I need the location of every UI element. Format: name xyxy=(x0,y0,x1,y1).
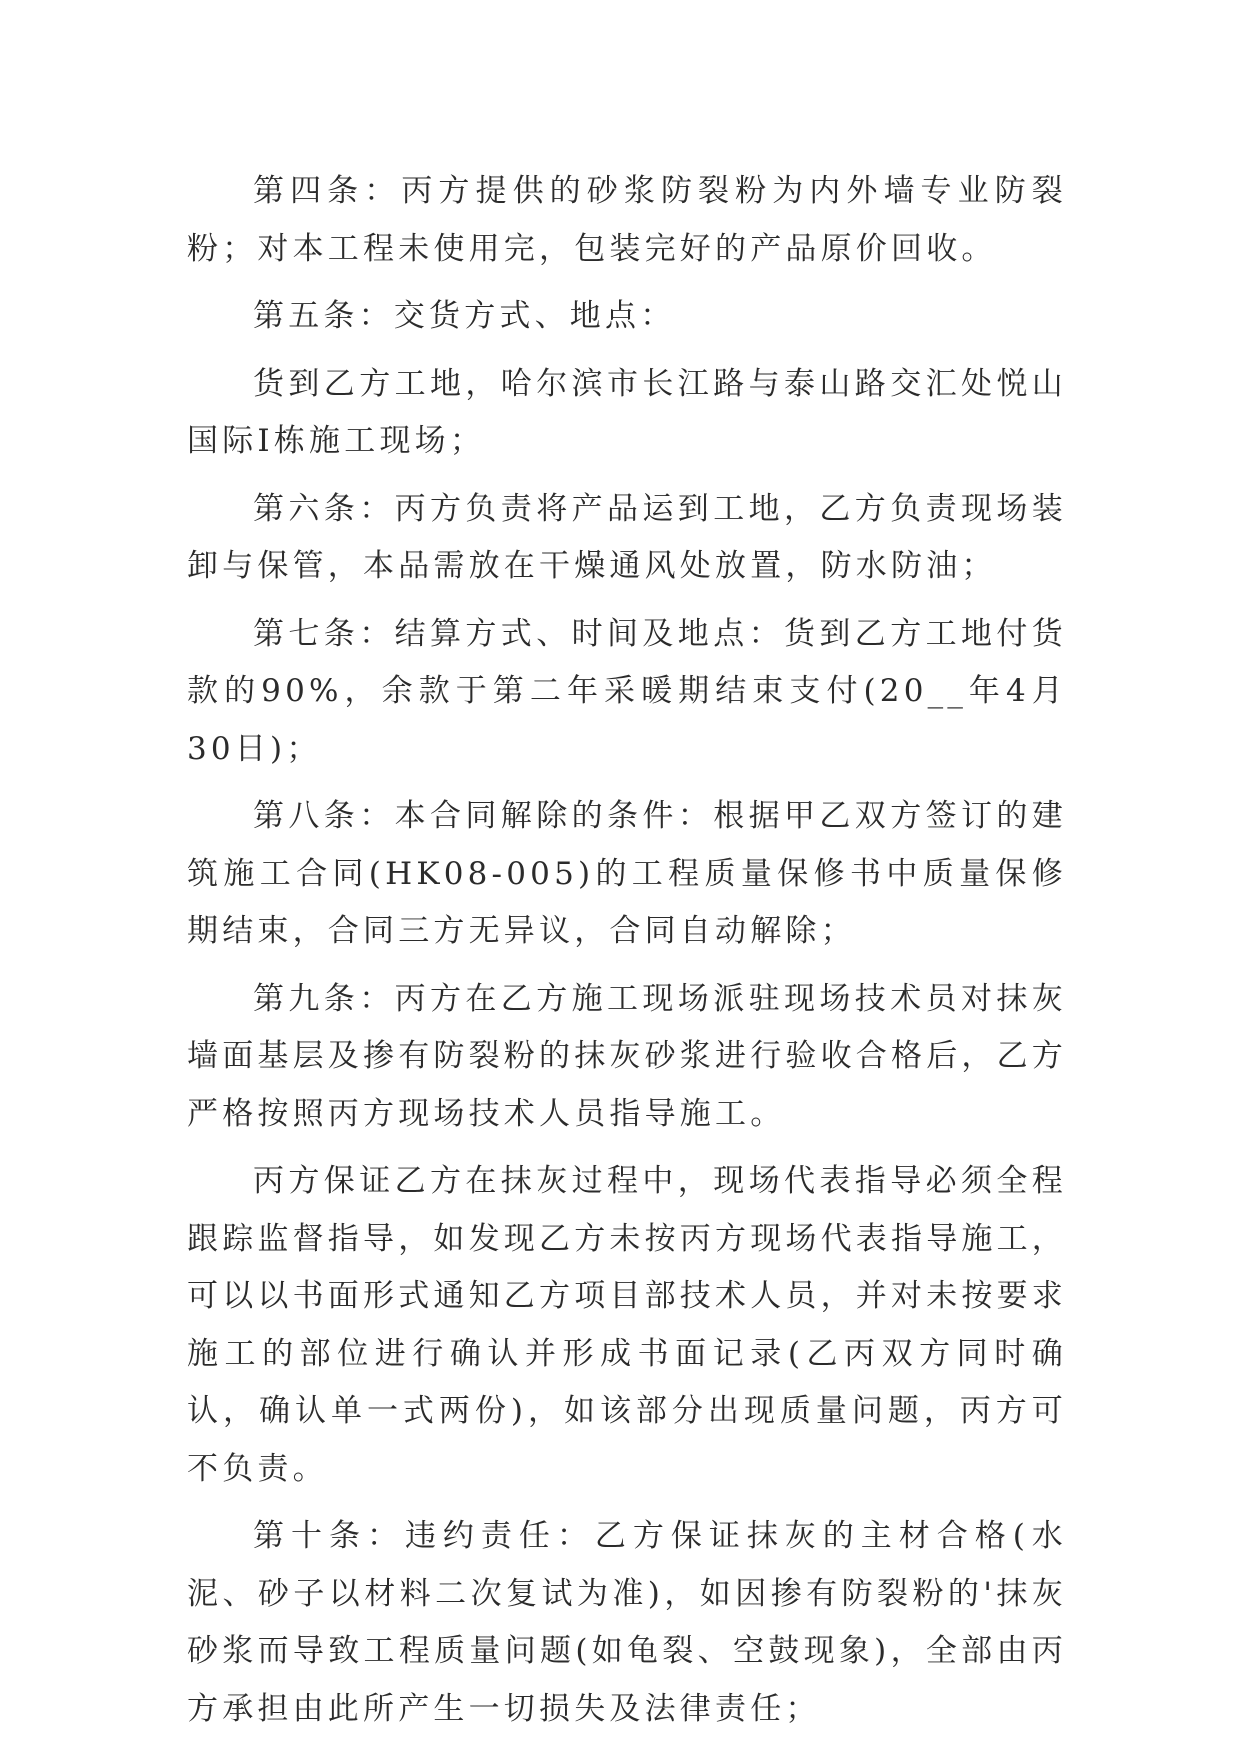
clause-9: 第九条：丙方在乙方施工现场派驻现场技术员对抹灰墙面基层及掺有防裂粉的抹灰砂浆进行验收合格后，乙方严格按照丙方现场技术人员指导施工。 xyxy=(187,980,1067,1132)
document-body xyxy=(187,163,1067,1748)
clause-10: 第十条：违约责任：乙方保证抹灰的主材合格(水泥、砂子以材料二次复试为准)，如因掺有防裂粉的'抹灰砂浆而导致工程质量问题(如龟裂、空鼓现象)，全部由丙方承担由此所产生一切损失及法律责任； xyxy=(187,1518,1067,1727)
clause-5: 第五条：交货方式、地点： xyxy=(253,298,676,334)
clause-8: 第八条：本合同解除的条件：根据甲乙双方签订的建筑施工合同(HK08-005)的工程质量保修书中质量保修期结束，合同三方无异议，合同自动解除； xyxy=(187,798,1067,949)
clause-7: 第七条：结算方式、时间及地点：货到乙方工地付货款的90%，余款于第二年采暖期结束支付(20__年4月30日)； xyxy=(187,615,1067,767)
clause-6: 第六条：丙方负责将产品运到工地，乙方负责现场装卸与保管，本品需放在干燥通风处放置，防水防油； xyxy=(187,490,1067,584)
clause-5-delivery-location: 货到乙方工地，哈尔滨市长江路与泰山路交汇处悦山国际Ⅰ栋施工现场； xyxy=(187,365,1067,459)
clause-4: 第四条：丙方提供的砂浆防裂粉为内外墙专业防裂粉；对本工程未使用完，包装完好的产品原价回收。 xyxy=(187,173,1067,267)
clause-9-supervision: 丙方保证乙方在抹灰过程中，现场代表指导必须全程跟踪监督指导，如发现乙方未按丙方现场代表指导施工，可以以书面形式通知乙方项目部技术人员，并对未按要求施工的部位进行确认并形成书面记录(乙丙双方同时确认，确认单一式两份)，如该部分出现质量问题，丙方可不负责。 xyxy=(187,1163,1067,1487)
